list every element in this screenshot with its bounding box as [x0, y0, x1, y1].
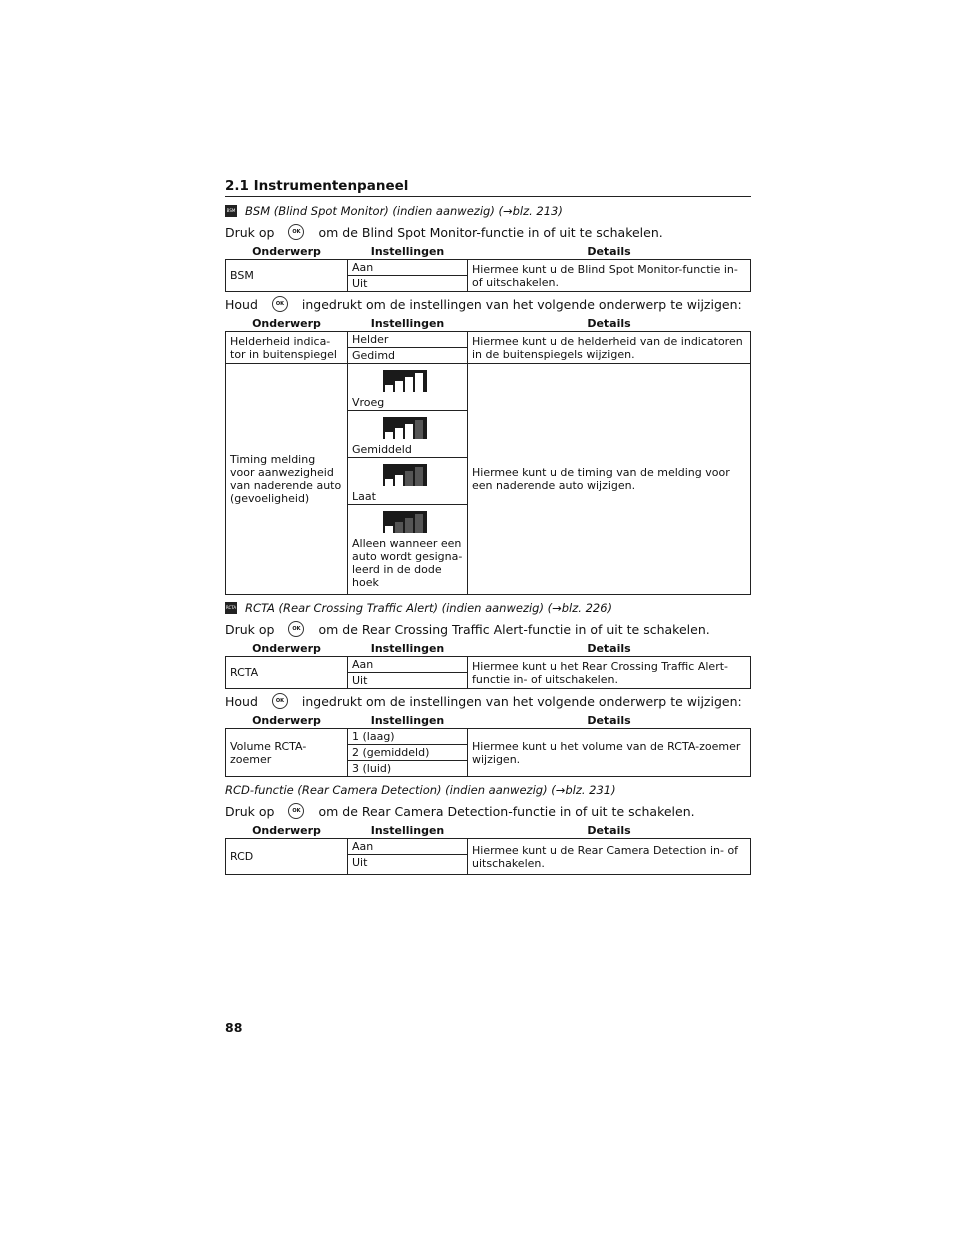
volume-setting-low: 1 (laag) [348, 729, 468, 745]
sensitivity-bar [405, 518, 413, 533]
header-subject: Onderwerp [226, 316, 348, 332]
header-settings: Instellingen [348, 641, 468, 657]
ok-button-icon: OK [272, 693, 288, 709]
header-subject: Onderwerp [226, 713, 348, 729]
sensitivity-bar [405, 377, 413, 392]
bsm-press-line [225, 224, 751, 240]
sensitivity-bar [395, 428, 403, 439]
sensitivity-bar [415, 420, 423, 439]
rcta-press-line [225, 621, 751, 637]
bsm-settings-table [225, 316, 751, 595]
header-settings: Instellingen [348, 244, 468, 260]
press-prefix: Druk op [225, 803, 275, 819]
header-details: Details [468, 823, 751, 839]
rcd-table [225, 823, 751, 875]
bsm-subject: BSM [226, 260, 348, 292]
bsm-setting-off: Uit [348, 276, 468, 292]
rcta-subject: RCTA [226, 657, 348, 689]
brightness-subject: Helderheid indica-tor in buitenspiegel [226, 332, 348, 364]
ok-button-icon: OK [288, 621, 304, 637]
page-number: 88 [225, 1020, 243, 1035]
section-title: 2.1 Instrumentenpaneel [225, 178, 751, 197]
volume-details: Hiermee kunt u het volume van de RCTA-zoemer wijzigen. [468, 729, 751, 777]
bsm-press-text: om de Blind Spot Monitor-functie in of uit te schakelen. [318, 224, 663, 240]
sensitivity-bar [385, 385, 393, 392]
volume-setting-medium: 2 (gemiddeld) [348, 745, 468, 761]
press-prefix: Druk op [225, 224, 275, 240]
hold-prefix: Houd [225, 296, 258, 312]
bsm-hold-line [225, 296, 751, 312]
brightness-setting-dim: Gedimd [348, 348, 468, 364]
bsm-icon: BSM [225, 205, 237, 217]
header-settings: Instellingen [348, 316, 468, 332]
header-subject: Onderwerp [226, 244, 348, 260]
ok-button-icon: OK [288, 224, 304, 240]
rcta-hold-line [225, 693, 751, 709]
sensitivity-bar [405, 424, 413, 439]
ok-button-icon: OK [288, 803, 304, 819]
header-details: Details [468, 641, 751, 657]
timing-setting-medium [348, 411, 468, 458]
sensitivity-bars-icon [383, 417, 427, 439]
sensitivity-bar [395, 381, 403, 392]
rcta-icon: RCTA [225, 602, 237, 614]
brightness-details: Hiermee kunt u de helderheid van de indicatoren in de buitenspiegels wijzigen. [468, 332, 751, 364]
timing-setting-only [348, 505, 468, 595]
bsm-heading [225, 204, 751, 218]
brightness-setting-bright: Helder [348, 332, 468, 348]
timing-label: Laat [352, 490, 376, 503]
sensitivity-bar [385, 479, 393, 486]
sensitivity-bar [415, 514, 423, 533]
header-subject: Onderwerp [226, 641, 348, 657]
rcta-volume-table [225, 713, 751, 777]
rcta-setting-off: Uit [348, 673, 468, 689]
bsm-hold-text: ingedrukt om de instellingen van het volgende onderwerp te wijzigen: [301, 296, 742, 312]
header-details: Details [468, 244, 751, 260]
ok-button-icon: OK [272, 296, 288, 312]
rcta-table [225, 641, 751, 689]
page-content [225, 178, 751, 879]
timing-label: Alleen wanneer een auto wordt gesigna-leerd in de dode hoek [352, 537, 463, 589]
sensitivity-bar [415, 373, 423, 392]
hold-prefix: Houd [225, 693, 258, 709]
rcta-press-text: om de Rear Crossing Traffic Alert-functie in of uit te schakelen. [318, 621, 710, 637]
rcd-subject: RCD [226, 839, 348, 875]
rcd-heading-text: RCD-functie (Rear Camera Detection) (indien aanwezig) (→blz. 231) [225, 783, 616, 797]
timing-details: Hiermee kunt u de timing van de melding voor een naderende auto wijzigen. [468, 364, 751, 595]
timing-label: Gemiddeld [352, 443, 412, 456]
rcta-setting-on: Aan [348, 657, 468, 673]
sensitivity-bar [415, 467, 423, 486]
volume-setting-loud: 3 (luid) [348, 761, 468, 777]
rcd-press-line [225, 803, 751, 819]
timing-label: Vroeg [352, 396, 385, 409]
header-subject: Onderwerp [226, 823, 348, 839]
sensitivity-bar [395, 522, 403, 533]
sensitivity-bar [385, 432, 393, 439]
sensitivity-bars-icon [383, 511, 427, 533]
bsm-heading-text: BSM (Blind Spot Monitor) (indien aanwezig) (→blz. 213) [245, 204, 563, 218]
bsm-details: Hiermee kunt u de Blind Spot Monitor-functie in- of uitschakelen. [468, 260, 751, 292]
header-details: Details [468, 316, 751, 332]
rcd-heading [225, 783, 751, 797]
rcd-press-text: om de Rear Camera Detection-functie in of uit te schakelen. [318, 803, 695, 819]
bsm-setting-on: Aan [348, 260, 468, 276]
rcd-details: Hiermee kunt u de Rear Camera Detection in- of uitschakelen. [468, 839, 751, 875]
timing-setting-early [348, 364, 468, 411]
rcta-heading-text: RCTA (Rear Crossing Traffic Alert) (indien aanwezig) (→blz. 226) [245, 601, 613, 615]
rcd-setting-off: Uit [348, 855, 468, 875]
bsm-table [225, 244, 751, 292]
header-details: Details [468, 713, 751, 729]
sensitivity-bar [405, 471, 413, 486]
timing-setting-late [348, 458, 468, 505]
rcta-hold-text: ingedrukt om de instellingen van het volgende onderwerp te wijzigen: [301, 693, 742, 709]
sensitivity-bars-icon [383, 464, 427, 486]
sensitivity-bar [385, 526, 393, 533]
sensitivity-bar [395, 475, 403, 486]
rcd-setting-on: Aan [348, 839, 468, 855]
header-settings: Instellingen [348, 713, 468, 729]
timing-subject: Timing melding voor aanwezigheid van naderende auto (gevoeligheid) [226, 364, 348, 595]
header-settings: Instellingen [348, 823, 468, 839]
sensitivity-bars-icon [383, 370, 427, 392]
press-prefix: Druk op [225, 621, 275, 637]
rcta-heading [225, 601, 751, 615]
volume-subject: Volume RCTA-zoemer [226, 729, 348, 777]
rcta-details: Hiermee kunt u het Rear Crossing Traffic Alert-functie in- of uitschakelen. [468, 657, 751, 689]
